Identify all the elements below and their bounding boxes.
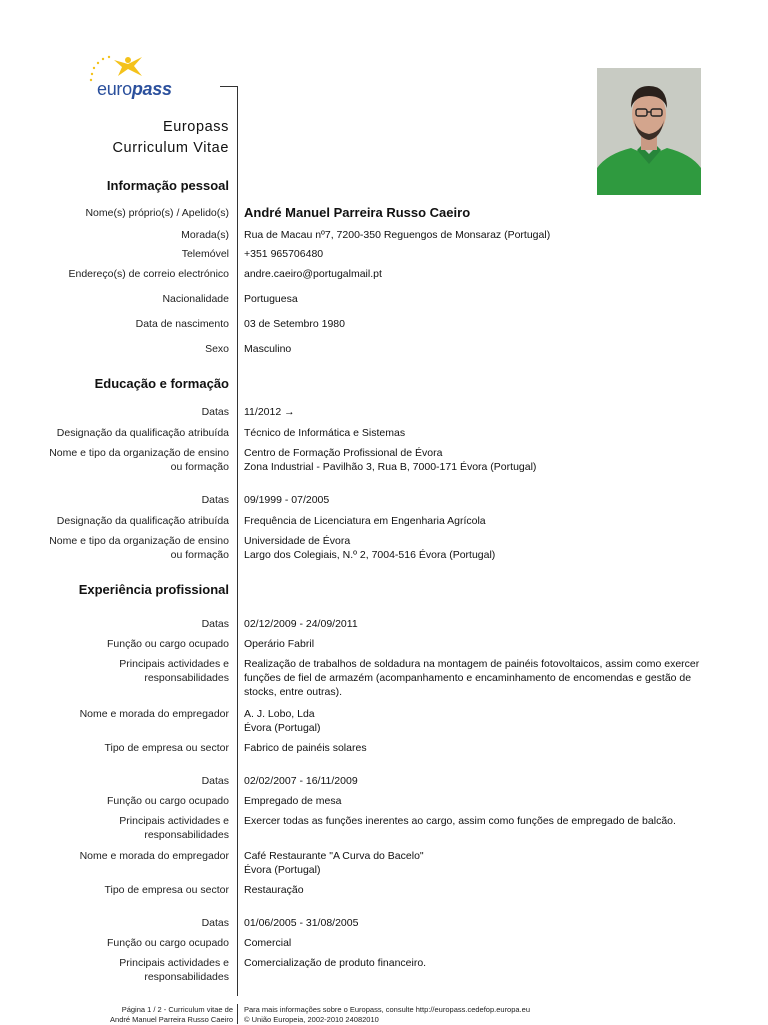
job-sector-label: Tipo de empresa ou sector (104, 884, 229, 896)
job-role-label: Função ou cargo ocupado (106, 795, 229, 807)
address-label: Morada(s) (181, 229, 229, 241)
job-activities-label-line1: Principais actividades e (119, 658, 229, 670)
edu-org-label-line2: ou formação (170, 461, 229, 473)
edu-qual-label: Designação da qualificação atribuída (56, 515, 229, 527)
footer-europass-info (244, 1005, 530, 1025)
nationality-value: Portuguesa (244, 293, 298, 305)
birth-label: Data de nascimento (135, 318, 229, 330)
job-sector-label: Tipo de empresa ou sector (104, 742, 229, 754)
full-name: André Manuel Parreira Russo Caeiro (244, 205, 471, 220)
job-activities-value: Exercer todas as funções inerentes ao cargo, assim como funções de empregado de balcão. (244, 815, 676, 827)
footer-copyright: © União Europeia, 2002-2010 24082010 (244, 1015, 379, 1024)
profile-photo (597, 68, 701, 195)
section-heading-experience: Experiência profissional (78, 582, 229, 597)
job-employer-address: Évora (Portugal) (244, 864, 321, 876)
job-employer-name: Café Restaurante "A Curva do Bacelo" (244, 850, 424, 862)
footer-page-info (110, 1005, 233, 1025)
job-employer-label: Nome e morada do empregador (79, 708, 229, 720)
europass-wordmark: europass (97, 79, 172, 99)
address-value: Rua de Macau nº7, 7200-350 Reguengos de Monsaraz (Portugal) (244, 229, 551, 241)
column-divider (237, 86, 238, 996)
edu-org-label-line2: ou formação (170, 549, 229, 561)
job-activities-label-line1: Principais actividades e (119, 957, 229, 969)
job-activities-label-line2: responsabilidades (144, 829, 229, 841)
section-heading-education: Educação e formação (94, 376, 229, 391)
job-dates-value: 02/12/2009 - 24/09/2011 (244, 618, 358, 630)
job-sector-value: Restauração (244, 884, 304, 896)
section-heading-personal: Informação pessoal (106, 178, 229, 193)
job-activities-label-line2: responsabilidades (144, 672, 229, 684)
edu-org-address: Zona Industrial - Pavilhão 3, Rua B, 7000-171 Évora (Portugal) (244, 461, 537, 473)
email-value: andre.caeiro@portugalmail.pt (244, 268, 382, 280)
job-employer-name: A. J. Lobo, Lda (244, 708, 315, 720)
job-role-value: Comercial (244, 937, 292, 949)
divider-tick (220, 86, 238, 87)
mobile-value: +351 965706480 (244, 248, 324, 260)
name-label: Nome(s) próprio(s) / Apelido(s) (85, 207, 229, 219)
job-activities-value: Comercialização de produto financeiro. (244, 957, 427, 969)
email-label: Endereço(s) de correio electrónico (68, 268, 229, 280)
job-activities-label-line1: Principais actividades e (119, 815, 229, 827)
job-role-label: Função ou cargo ocupado (106, 638, 229, 650)
footer-page-line2: André Manuel Parreira Russo Caeiro (110, 1015, 233, 1024)
nationality-label: Nacionalidade (162, 293, 229, 305)
job-sector-value: Fabrico de painéis solares (244, 742, 367, 754)
job-dates-label: Datas (201, 618, 229, 630)
sex-value: Masculino (244, 343, 292, 355)
sex-label: Sexo (205, 343, 229, 355)
footer-page-line1: Página 1 / 2 - Curriculum vitae de (121, 1005, 233, 1014)
edu-dates-label: Datas (201, 406, 229, 418)
europass-logo (84, 54, 184, 106)
job-employer-label: Nome e morada do empregador (79, 850, 229, 862)
job-role-value: Operário Fabril (244, 638, 315, 650)
job-dates-label: Datas (201, 917, 229, 929)
edu-org-name: Centro de Formação Profissional de Évora (244, 447, 443, 459)
job-employer-address: Évora (Portugal) (244, 722, 321, 734)
job-role-label: Função ou cargo ocupado (106, 937, 229, 949)
doc-title-line2: Curriculum Vitae (112, 140, 229, 156)
edu-dates-label: Datas (201, 494, 229, 506)
doc-title-line1: Europass (162, 119, 229, 135)
edu-org-name: Universidade de Évora (244, 535, 351, 547)
footer-info-line1: Para mais informações sobre o Europass, consulte http://europass.cedefop.europa.eu (244, 1005, 530, 1014)
job-activities-value: Realização de trabalhos de soldadura na montagem de painéis fotovoltaicos, assim como exercer funções de fiel de armazém (acompanhamento e encaminhamento de encomendas e gestão de stocks, entre outras). (244, 658, 700, 698)
job-dates-value: 02/02/2007 - 16/11/2009 (244, 775, 358, 787)
edu-qual-value: Técnico de Informática e Sistemas (244, 427, 406, 439)
edu-org-address: Largo dos Colegiais, N.º 2, 7004-516 Évora (Portugal) (244, 549, 496, 561)
job-dates-value: 01/06/2005 - 31/08/2005 (244, 917, 359, 929)
edu-org-label-line1: Nome e tipo da organização de ensino (49, 447, 229, 459)
footer-divider (237, 1004, 238, 1024)
job-dates-label: Datas (201, 775, 229, 787)
edu-qual-value: Frequência de Licenciatura em Engenharia Agrícola (244, 515, 486, 527)
birth-value: 03 de Setembro 1980 (244, 318, 345, 330)
edu-qual-label: Designação da qualificação atribuída (56, 427, 229, 439)
edu-dates-value: 11/2012 → (244, 406, 295, 418)
edu-org-label-line1: Nome e tipo da organização de ensino (49, 535, 229, 547)
edu-dates-value: 09/1999 - 07/2005 (244, 494, 330, 506)
job-role-value: Empregado de mesa (244, 795, 342, 807)
mobile-label: Telemóvel (181, 248, 229, 260)
job-activities-label-line2: responsabilidades (144, 971, 229, 983)
